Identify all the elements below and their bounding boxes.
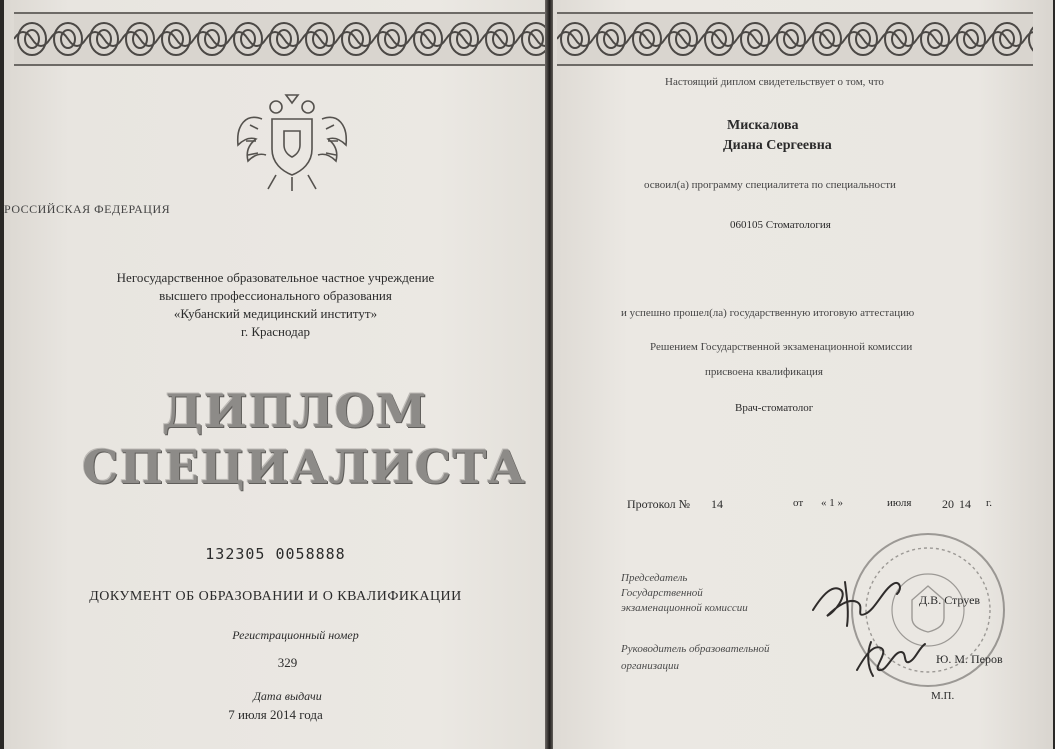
protocol-number: 14 <box>711 497 723 511</box>
institution-line: «Кубанский медицинский институт» <box>173 306 378 321</box>
document-type: ДОКУМЕНТ ОБ ОБРАЗОВАНИИ И О КВАЛИФИКАЦИИ <box>89 589 462 604</box>
left-page <box>4 0 547 749</box>
head-signature <box>851 632 931 682</box>
diploma-title: ДИПЛОМ <box>162 384 428 438</box>
protocol-label: Протокол № <box>627 497 691 511</box>
head-name: Ю. М. Перов <box>936 652 1003 666</box>
seal-mark: М.П. <box>931 690 955 702</box>
chair-label: Государственной <box>621 587 703 599</box>
qualification: Врач-стоматолог <box>735 402 814 414</box>
issue-date-label: Дата выдачи <box>253 689 322 703</box>
intro-text: Настоящий диплом свидетельствует о том, что <box>665 76 884 88</box>
reg-number: 329 <box>277 655 298 670</box>
diploma-subtitle: СПЕЦИАЛИСТА <box>82 440 526 494</box>
protocol-day: « 1 » <box>821 497 843 509</box>
ornament-pattern-icon <box>557 14 1033 64</box>
institution-line: г. Краснодар <box>240 324 311 339</box>
protocol-from: от <box>793 497 804 509</box>
country-name: РОССИЙСКАЯ ФЕДЕРАЦИЯ <box>4 202 171 216</box>
ornamental-border-band <box>557 12 1033 66</box>
institution-line: высшего профессионального образования <box>159 288 392 303</box>
holder-surname: Мискалова <box>727 118 799 133</box>
holder-given-names: Диана Сергеевна <box>723 138 832 153</box>
chair-label: Председатель <box>621 572 688 584</box>
protocol-month: июля <box>887 497 912 509</box>
attestation-text: и успешно прошел(ла) государственную итоговую аттестацию <box>621 307 915 319</box>
specialty: 060105 Стоматология <box>730 219 831 231</box>
chair-name: Д.В. Струев <box>919 593 981 607</box>
program-text: освоил(а) программу специалитета по специальности <box>644 179 896 191</box>
qualification-label: присвоена квалификация <box>705 366 823 378</box>
chair-label: экзаменационной комиссии <box>621 602 748 614</box>
reg-number-label: Регистрационный номер <box>232 628 359 642</box>
head-label: Руководитель образовательной <box>621 643 770 655</box>
issue-date: 7 июля 2014 года <box>228 707 323 722</box>
ornamental-border-band <box>14 12 547 66</box>
head-label: организации <box>621 660 680 672</box>
serial-number: 132305 0058888 <box>205 545 346 563</box>
coat-of-arms-emblem <box>232 85 352 195</box>
ornament-pattern-icon <box>14 14 547 64</box>
chair-signature <box>805 570 915 630</box>
protocol-line <box>553 497 1053 517</box>
protocol-year-prefix: 20 <box>942 497 954 511</box>
protocol-year: 14 <box>959 497 971 511</box>
institution-line: Негосударственное образовательное частное учреждение <box>116 270 435 285</box>
commission-text: Решением Государственной экзаменационной комиссии <box>650 341 913 353</box>
right-page <box>553 0 1053 749</box>
protocol-year-unit: г. <box>986 497 993 509</box>
